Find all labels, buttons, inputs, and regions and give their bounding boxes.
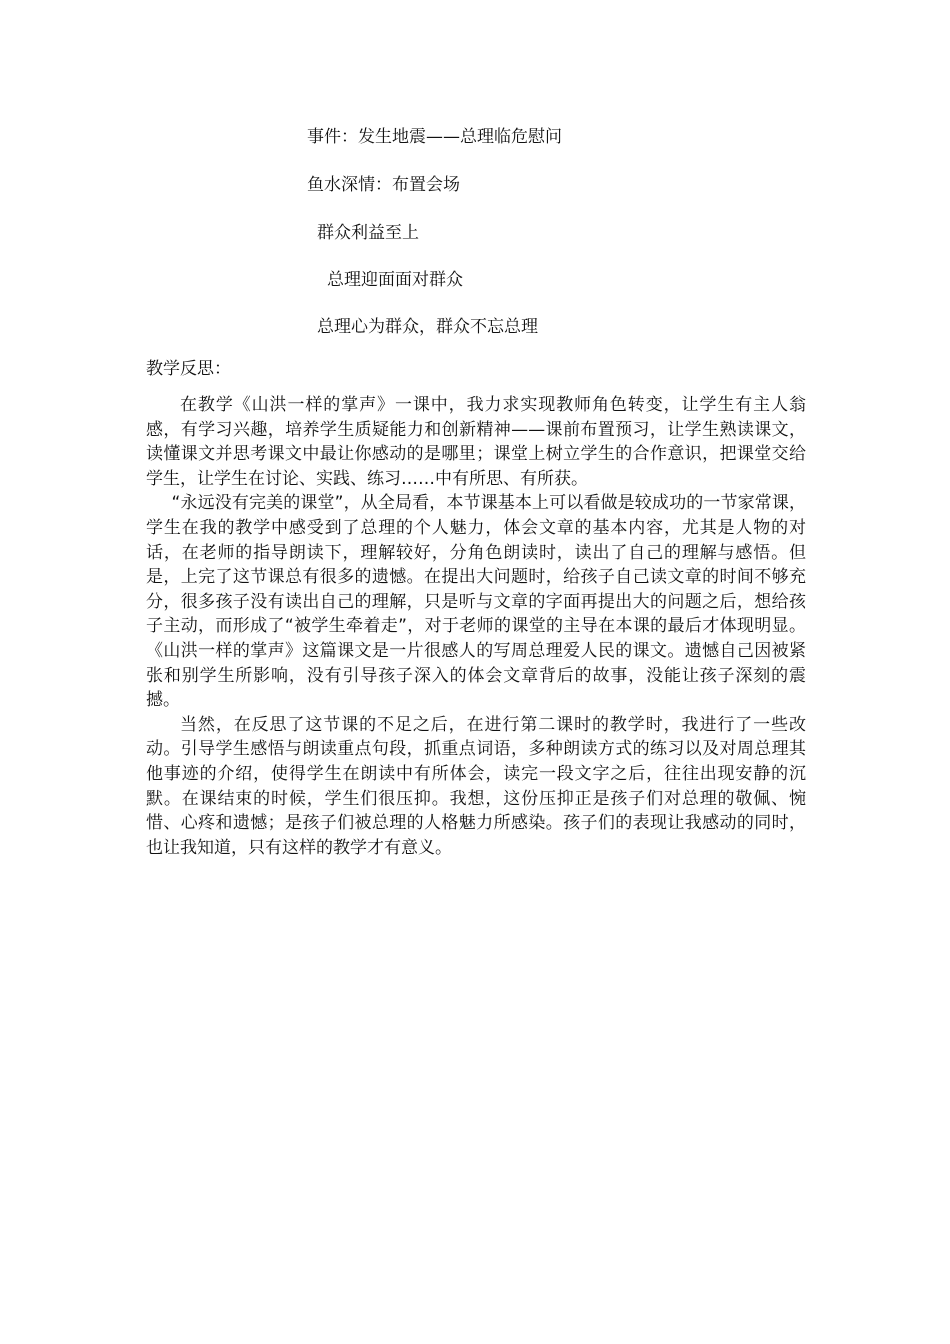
reflection-paragraph-2: “永远没有完美的课堂”，从全局看，本节课基本上可以看做是较成功的一节家常课，学生在我的教学中感受到了总理的个人魅力，体会文章的基本内容，尤其是人物的对话，在老师的指导朗读下，理解较好，分角色朗读时，读出了自己的理解与感悟。但是，上完了这节课总有很多的遗憾。在提出大问题时，给孩子自己读文章的时间不够充分，很多孩子没有读出自己的理解，只是听与文章的字面再提出大的问题之后，想给孩子主动，而形成了“被学生牵着走”，对于老师的课堂的主导在本课的最后才体现明显。《山洪一样的掌声》这篇课文是一片很感人的写周总理爱人民的课文。遗憾自己因被紧张和别学生所影响，没有引导孩子深入的体会文章背后的故事，没能让孩子深刻的震撼。	[146, 493, 806, 711]
reflection-heading: 教学反思：	[146, 359, 231, 379]
reflection-body	[146, 393, 806, 860]
outline-event: 事件：发生地震——总理临危慰问	[307, 127, 562, 147]
outline-heart-for-masses: 总理心为群众，群众不忘总理	[317, 317, 538, 337]
outline-face-masses: 总理迎面面对群众	[327, 270, 463, 290]
outline-fish-water: 鱼水深情：布置会场	[307, 175, 460, 195]
outline-masses-interest: 群众利益至上	[317, 223, 419, 243]
reflection-paragraph-1: 在教学《山洪一样的掌声》一课中，我力求实现教师角色转变，让学生有主人翁感，有学习兴趣，培养学生质疑能力和创新精神——课前布置预习，让学生熟读课文，读懂课文并思考课文中最让你感动的是哪里；课堂上树立学生的合作意识，把课堂交给学生，让学生在讨论、实践、练习……中有所思、有所获。	[146, 395, 806, 489]
reflection-paragraph-3: 当然，在反思了这节课的不足之后，在进行第二课时的教学时，我进行了一些改动。引导学生感悟与朗读重点句段，抓重点词语，多种朗读方式的练习以及对周总理其他事迹的介绍，使得学生在朗读中有所体会，读完一段文字之后，往往出现安静的沉默。在课结束的时候，学生们很压抑。我想，这份压抑正是孩子们对总理的敬佩、惋惜、心疼和遗憾；是孩子们被总理的人格魅力所感染。孩子们的表现让我感动的同时，也让我知道，只有这样的教学才有意义。	[146, 714, 806, 858]
